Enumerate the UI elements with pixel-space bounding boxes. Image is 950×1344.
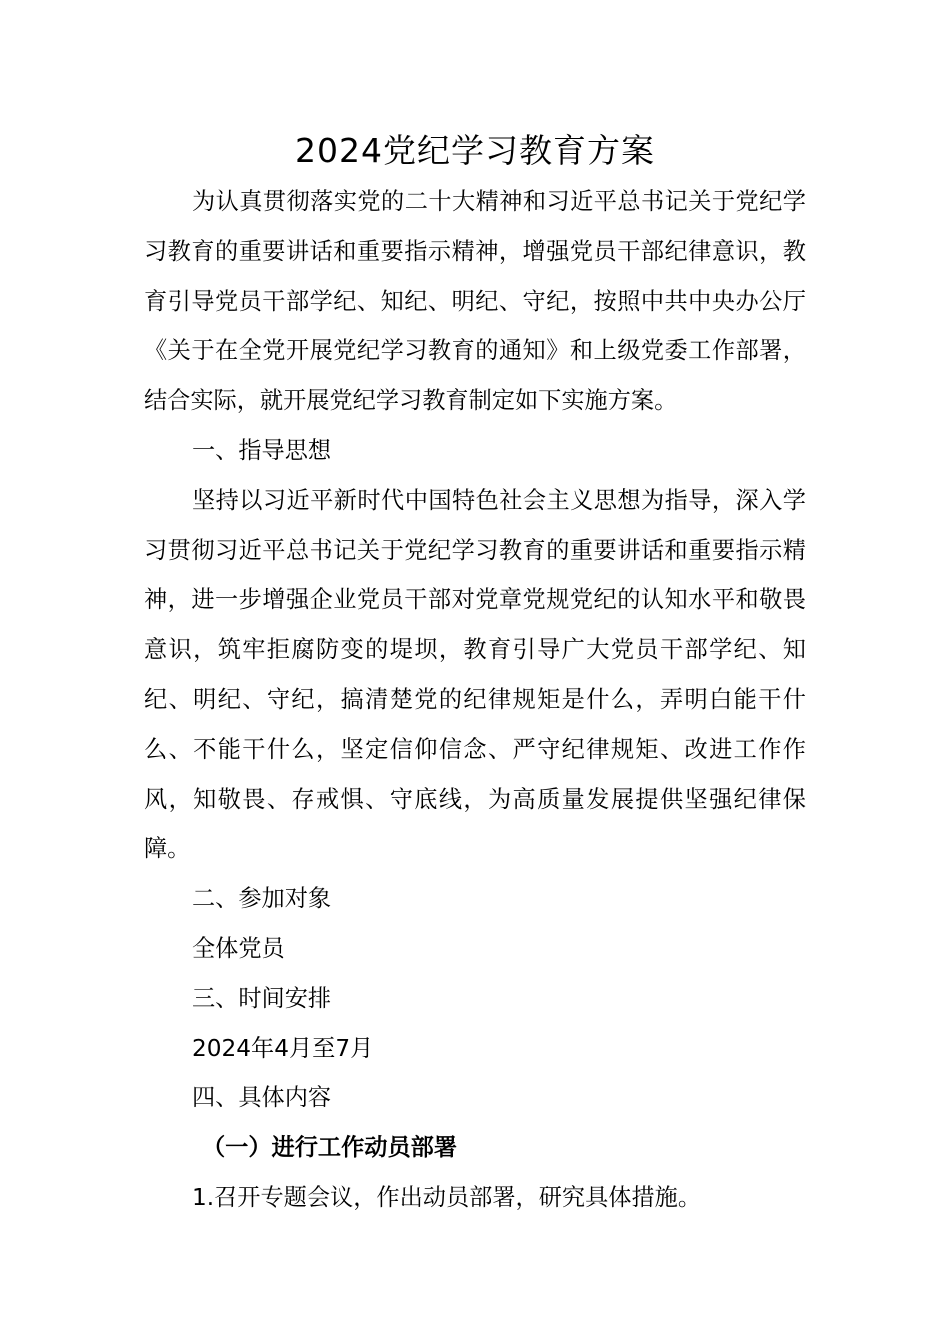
section-heading-schedule: 三、时间安排 — [192, 984, 332, 1012]
section-heading-content: 四、具体内容 — [192, 1084, 332, 1112]
document-body — [144, 177, 806, 1223]
participants-text: 全体党员 — [192, 934, 285, 962]
document-title: 2024党纪学习教育方案 — [295, 131, 655, 170]
section-heading-guiding-ideology: 一、指导思想 — [192, 436, 332, 464]
list-item-special-meeting: 1.召开专题会议，作出动员部署，研究具体措施。 — [192, 1183, 702, 1211]
schedule-text: 2024年4月至7月 — [192, 1034, 374, 1062]
subsection-heading-mobilization: （一）进行工作动员部署 — [202, 1134, 458, 1162]
intro-paragraph: 为认真贯彻落实党的二十大精神和习近平总书记关于党纪学习教育的重要讲话和重要指示精神，增强党员干部纪律意识，教育引导党员干部学纪、知纪、明纪、守纪，按照中共中央办公厅《关于在全党开展党纪学习教育的通知》和上级党委工作部署，结合实际，就开展党纪学习教育制定如下实施方案。 — [144, 188, 806, 415]
guiding-ideology-paragraph: 坚持以习近平新时代中国特色社会主义思想为指导，深入学习贯彻习近平总书记关于党纪学习教育的重要讲话和重要指示精神，进一步增强企业党员干部对党章党规党纪的认知水平和敬畏意识，筑牢拒腐防变的堤坝，教育引导广大党员干部学纪、知纪、明纪、守纪，搞清楚党的纪律规矩是什么，弄明白能干什么、不能干什么，坚定信仰信念、严守纪律规矩、改进工作作风，知敬畏、存戒惧、守底线，为高质量发展提供坚强纪律保障。 — [144, 486, 806, 863]
section-heading-participants: 二、参加对象 — [192, 885, 332, 913]
